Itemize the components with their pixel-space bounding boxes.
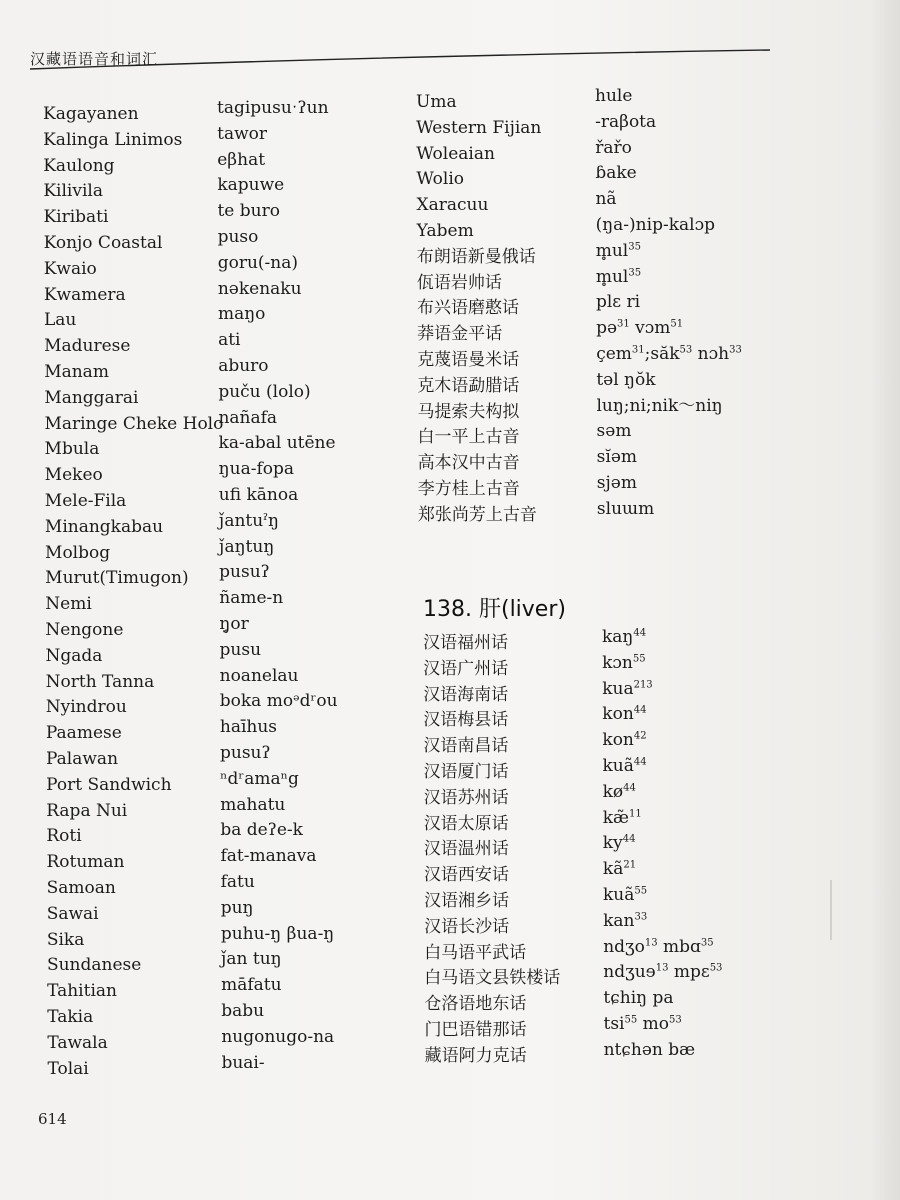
language-name: Mekeo (44, 465, 103, 486)
tone-superscript: 35 (628, 241, 641, 253)
language-name: 仓洛语地东话 (424, 994, 527, 1015)
word-form (219, 459, 294, 479)
form-text: puso (217, 227, 259, 247)
form-text: səm (596, 421, 632, 442)
form-text: nañafa (218, 407, 278, 428)
form-text: pusuʔ (219, 562, 270, 583)
word-form (602, 627, 646, 647)
word-form (218, 382, 310, 402)
language-name: Mbula (44, 439, 100, 460)
word-form (218, 253, 298, 273)
form-text: te buro (217, 201, 280, 222)
form-text: ⁿdʳamaⁿg (220, 768, 299, 789)
language-name: 克木语勐腊话 (417, 375, 520, 396)
form-text: tawor (217, 123, 267, 144)
form-text: kaŋ (602, 627, 634, 647)
language-name: 汉语梅县话 (423, 710, 509, 731)
word-form (595, 112, 656, 132)
form-text: aburo (218, 356, 269, 376)
word-form (602, 704, 646, 724)
language-name: 克蔑语曼米话 (417, 350, 520, 370)
form-text: ǰantuˀŋ (218, 510, 279, 531)
tone-superscript: 53 (679, 344, 693, 356)
word-form (220, 743, 271, 763)
word-form (595, 86, 632, 106)
word-form (596, 215, 715, 235)
word-form (220, 717, 277, 737)
form-text: kã (602, 859, 624, 880)
language-name: Samoan (46, 878, 116, 898)
form-text: mahatu (220, 794, 286, 815)
language-name: 汉语厦门话 (423, 762, 509, 782)
word-form (597, 447, 637, 467)
word-form (596, 344, 742, 364)
form-text: pusuʔ (220, 743, 271, 763)
word-form (604, 1014, 682, 1034)
form-text: sĭəm (596, 447, 638, 468)
form-text: maŋo (217, 304, 266, 325)
language-name: Paamese (45, 723, 122, 744)
form-text: kon (602, 704, 634, 725)
tone-superscript: 44 (633, 704, 647, 716)
form-text: pə (596, 318, 618, 339)
language-name: Nengone (45, 620, 124, 640)
form-text: mo (637, 1014, 669, 1034)
word-form (218, 304, 265, 324)
word-form (596, 370, 655, 390)
form-text: buai- (221, 1052, 265, 1073)
language-name: Ngada (45, 645, 103, 666)
word-form (217, 98, 329, 118)
form-text: noanelau (219, 665, 299, 686)
tone-superscript: 55 (632, 653, 646, 665)
language-name: Lau (43, 310, 77, 331)
language-name: Tolai (47, 1058, 89, 1079)
word-form (219, 588, 283, 608)
language-name: Kalinga Linimos (43, 129, 183, 150)
form-text: ati (218, 330, 241, 351)
language-name: Western Fijian (416, 117, 542, 138)
tone-superscript: 33 (634, 911, 648, 923)
word-form (603, 756, 647, 776)
form-text: təl ŋŏk (596, 369, 656, 390)
language-name: 白马语文县铁楼话 (424, 968, 561, 989)
word-form (597, 499, 654, 519)
word-form (220, 846, 316, 866)
word-form (218, 227, 259, 247)
word-form (596, 267, 641, 287)
form-text: ntɕhən bæ (603, 1039, 696, 1060)
language-name: 布朗语新曼俄话 (416, 246, 536, 267)
word-form (220, 820, 303, 840)
form-text: nɔh (692, 344, 730, 364)
language-name: 李方桂上古音 (417, 479, 520, 499)
word-form (217, 150, 265, 170)
word-form (219, 433, 336, 453)
word-form (603, 808, 642, 828)
word-form (221, 872, 255, 892)
form-text: ka-abal utēne (218, 433, 336, 454)
form-text: kæ̃ (602, 807, 629, 828)
form-text: pusu (219, 639, 262, 660)
word-form (604, 1040, 696, 1060)
language-name: Uma (416, 92, 457, 112)
word-form (597, 421, 632, 441)
tone-superscript: 44 (622, 833, 636, 845)
form-text: plɛ ri (595, 292, 641, 313)
word-form (221, 1027, 334, 1047)
form-text: ba deʔe-k (220, 820, 303, 841)
language-name: 汉语福州话 (423, 633, 508, 653)
language-name: Tahitian (47, 981, 117, 1002)
language-name: 白一平上古音 (417, 427, 520, 448)
language-name: Konjo Coastal (43, 233, 163, 253)
form-text: mpɛ (668, 962, 710, 983)
word-form (221, 898, 254, 918)
form-text: kapuwe (217, 175, 285, 196)
word-form (220, 640, 262, 660)
form-text: ñame-n (219, 588, 284, 609)
language-name: 布兴语磨憨话 (416, 298, 519, 319)
form-text: goru(-na) (217, 252, 299, 273)
tone-superscript: 213 (633, 678, 653, 690)
language-name: Molbog (45, 542, 111, 563)
language-name: Sika (46, 929, 85, 950)
word-form (219, 511, 279, 531)
tone-superscript: 55 (624, 1014, 638, 1026)
language-name: Sawai (46, 903, 99, 924)
word-form (603, 937, 713, 957)
language-name: Takia (47, 1007, 94, 1027)
form-text: kuã (603, 885, 635, 905)
form-text: ufi kānoa (218, 485, 299, 505)
form-text: sjəm (596, 473, 637, 493)
form-text: puču (lolo) (218, 381, 311, 402)
language-name: Maringe Cheke Holo (44, 413, 224, 434)
language-name: Roti (46, 826, 82, 847)
form-text: kan (603, 910, 635, 931)
tone-superscript: 33 (729, 344, 742, 356)
tone-superscript: 53 (709, 962, 723, 974)
language-name: 高本汉中古音 (417, 453, 520, 474)
page-edge-shadow (870, 0, 900, 1200)
form-text: kø (602, 781, 624, 802)
form-text: kon (602, 730, 634, 751)
word-form (596, 396, 722, 416)
form-text: babu (221, 1001, 265, 1021)
word-form (595, 138, 632, 158)
section-title-text: 肝(liver) (478, 597, 566, 622)
form-text: řařo (595, 137, 632, 158)
form-text: kɔn (602, 652, 633, 673)
language-name: Rapa Nui (46, 800, 128, 821)
word-form (218, 330, 240, 350)
word-form (221, 924, 334, 944)
form-text: tsi (603, 1014, 625, 1034)
tone-superscript: 35 (628, 266, 642, 278)
form-text: puŋ (220, 897, 254, 918)
form-text: ndʒo (603, 936, 645, 957)
tone-superscript: 31 (631, 344, 645, 356)
tone-superscript: 11 (628, 807, 642, 819)
form-text: m̥ul (595, 266, 629, 287)
form-text: ŋ̥or (219, 614, 249, 634)
form-text: mbɑ (657, 936, 701, 957)
language-name: Nyindrou (45, 697, 127, 718)
language-name: Kilivila (43, 181, 103, 202)
word-form (218, 356, 268, 376)
form-text: puhu-ŋ βua-ŋ (220, 923, 335, 944)
language-name: 汉语湘乡话 (424, 891, 509, 911)
language-name: Sundanese (46, 955, 142, 976)
tone-superscript: 44 (623, 782, 636, 794)
language-name: 莽语金平话 (417, 324, 503, 345)
word-form (217, 175, 284, 195)
language-name: 汉语西安话 (423, 865, 509, 886)
word-form (602, 679, 652, 699)
language-name: Yabem (416, 221, 474, 241)
language-name: 白马语平武话 (424, 942, 527, 963)
language-name: 马提索夫构拟 (417, 401, 520, 422)
word-form (595, 163, 636, 183)
tone-superscript: 53 (669, 1014, 682, 1026)
tone-superscript: 44 (633, 627, 647, 639)
form-text: sluɯm (596, 498, 655, 519)
tone-superscript: 44 (633, 756, 647, 768)
form-text: m̥ul (595, 240, 629, 261)
word-form (603, 859, 636, 879)
language-name: Xaracuu (416, 195, 489, 216)
language-name: Woleaian (416, 143, 495, 164)
language-name: 藏语阿力克话 (424, 1045, 527, 1066)
word-form (219, 537, 274, 557)
language-name: 汉语长沙话 (424, 916, 510, 937)
form-text: boka moᵊdʳou (219, 691, 338, 712)
form-text: ǰan tuŋ (220, 949, 282, 970)
word-form (221, 975, 281, 995)
word-form (596, 241, 641, 261)
word-form (220, 795, 285, 815)
language-name: Minangkabau (44, 516, 164, 537)
language-name: Rotuman (46, 852, 125, 873)
form-text: fat-manava (220, 846, 317, 867)
form-text: haīhus (219, 717, 278, 738)
word-form (603, 833, 636, 853)
form-text: tagipusuˑʔun (217, 98, 329, 118)
form-text: nugonugo-na (221, 1026, 335, 1047)
word-form (219, 614, 248, 634)
language-name: Manggarai (44, 387, 139, 408)
form-text: (ŋa-)nip-kalɔp (595, 215, 715, 235)
language-name: North Tanna (45, 671, 155, 692)
section-heading (423, 592, 566, 623)
word-form (603, 988, 673, 1008)
word-form (221, 1001, 264, 1021)
form-text: luŋ;ni;nik～niŋ (596, 395, 723, 416)
language-name: Kagayanen (43, 104, 139, 124)
word-form (603, 885, 647, 905)
word-form (596, 292, 640, 312)
word-form (603, 962, 722, 982)
form-text: ;săk (644, 344, 680, 364)
form-text: fatu (220, 872, 255, 892)
form-text: kua (602, 678, 634, 699)
tone-superscript: 31 (617, 318, 630, 330)
page-number: 614 (38, 1110, 67, 1128)
form-text: nəkenaku (217, 278, 302, 299)
form-text: ǰaŋtuŋ (219, 536, 275, 557)
word-form (219, 485, 298, 505)
form-text: māfatu (221, 975, 282, 996)
tone-superscript: 51 (670, 318, 684, 330)
language-name: Tawala (47, 1032, 108, 1053)
form-text: nã (595, 189, 617, 210)
form-text: vɔm (629, 318, 671, 339)
language-name: 佤语岩帅话 (416, 272, 502, 293)
language-name: 郑张尚芳上古音 (417, 504, 537, 525)
language-name: 汉语苏州话 (423, 787, 509, 808)
form-text: çem (596, 344, 632, 364)
word-form (597, 473, 637, 493)
language-name: 门巴语错那话 (424, 1020, 527, 1040)
word-form (221, 949, 282, 969)
language-name: Manam (44, 362, 109, 382)
language-name: Kwamera (43, 284, 126, 305)
running-title: 汉藏语语音和词汇 (30, 50, 159, 68)
word-form (218, 279, 302, 299)
word-form (220, 769, 299, 789)
language-name: Murut(Timugon) (45, 568, 189, 589)
language-name: 汉语太原话 (423, 813, 509, 834)
word-form (220, 666, 299, 686)
word-form (217, 201, 280, 221)
word-form (219, 562, 270, 582)
form-text: ky (602, 833, 623, 854)
language-name: Madurese (44, 336, 131, 357)
form-text: ɓake (595, 163, 637, 184)
language-name: Wolio (416, 169, 465, 190)
form-text: ŋua-fopa (218, 459, 294, 480)
language-name: Kaulong (43, 155, 115, 176)
form-text: tɕhiŋ pa (603, 988, 674, 1009)
form-text: eβhat (217, 149, 266, 170)
language-name: Nemi (45, 594, 92, 615)
language-name: Kwaio (43, 258, 97, 279)
language-name: Mele-Fila (44, 491, 127, 511)
word-form (602, 653, 646, 673)
language-name: 汉语南昌话 (423, 736, 509, 757)
tone-superscript: 21 (623, 859, 637, 871)
tone-superscript: 13 (644, 936, 658, 948)
tone-superscript: 42 (633, 730, 647, 742)
language-name: Port Sandwich (46, 774, 172, 795)
form-text: ndʒuɘ (603, 962, 656, 983)
language-name: Kiribati (43, 207, 109, 228)
word-form (220, 691, 338, 711)
word-form (603, 911, 647, 931)
section-number: 138. (423, 597, 472, 622)
word-form (218, 408, 277, 428)
form-text: -raβota (595, 111, 657, 132)
form-text: hule (595, 86, 633, 106)
form-text: kuã (602, 756, 634, 776)
tone-superscript: 35 (700, 936, 714, 948)
tone-superscript: 13 (655, 962, 669, 974)
word-form (595, 189, 616, 209)
word-form (603, 782, 636, 802)
scan-artifact (830, 880, 832, 940)
tone-superscript: 55 (634, 885, 648, 897)
word-form (602, 730, 646, 750)
language-name: 汉语海南话 (423, 684, 509, 705)
word-form (221, 1053, 264, 1073)
word-form (217, 124, 267, 144)
language-name: 汉语温州话 (423, 839, 509, 860)
language-name: 汉语广州话 (423, 658, 509, 679)
word-form (596, 318, 683, 338)
language-name: Palawan (46, 749, 119, 769)
